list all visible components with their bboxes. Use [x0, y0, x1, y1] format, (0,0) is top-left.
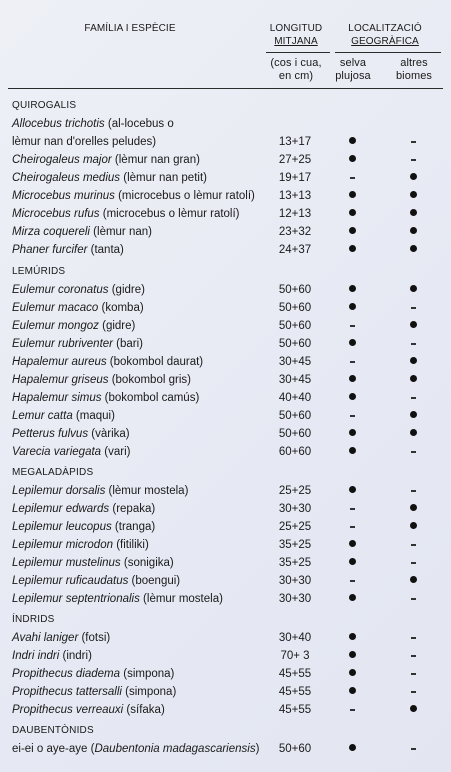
length-value: 24+37	[278, 244, 312, 256]
length-value: 50+60	[278, 284, 312, 296]
rainforest-marker	[342, 205, 362, 223]
absent-dash-icon	[411, 159, 416, 161]
absent-dash-icon	[350, 709, 355, 711]
other-biomes-marker	[403, 683, 423, 701]
absent-dash-icon	[350, 361, 355, 363]
present-dot-icon	[349, 486, 356, 493]
rainforest-marker	[342, 701, 362, 719]
table-row	[0, 554, 451, 572]
present-dot-icon	[349, 429, 356, 436]
absent-dash-icon	[350, 415, 355, 417]
absent-dash-icon	[350, 177, 355, 179]
present-dot-icon	[410, 321, 417, 328]
length-value: 50+60	[278, 410, 312, 422]
table-row	[0, 223, 451, 241]
other-biomes-marker	[403, 701, 423, 719]
section-title-indrids: ÍNDRIDS	[12, 614, 55, 625]
rainforest-marker	[342, 425, 362, 443]
rainforest-marker	[342, 443, 362, 461]
rainforest-marker	[342, 187, 362, 205]
present-dot-icon	[349, 209, 356, 216]
species-name: Allocebus trichotis (al-locebus o	[12, 118, 174, 130]
rainforest-marker	[342, 389, 362, 407]
length-value: 13+13	[278, 190, 312, 202]
species-name: Lepilemur dorsalis (lèmur mostela)	[12, 485, 189, 497]
rainforest-marker	[342, 536, 362, 554]
present-dot-icon	[349, 744, 356, 751]
table-row	[0, 500, 451, 518]
rainforest-marker	[342, 572, 362, 590]
species-name: Cheirogaleus medius (lèmur nan petit)	[12, 172, 207, 184]
rainforest-marker	[342, 407, 362, 425]
length-value: 50+60	[278, 428, 312, 440]
species-name: Lepilemur leucopus (tranga)	[12, 521, 156, 533]
table-row	[0, 371, 451, 389]
other-biomes-marker	[403, 443, 423, 461]
species-name: Phaner furcifer (tanta)	[12, 244, 124, 256]
length-value: 13+17	[278, 136, 312, 148]
length-value: 19+17	[278, 172, 312, 184]
species-name: Mirza coquereli (lèmur nan)	[12, 226, 152, 238]
table-row	[0, 281, 451, 299]
absent-dash-icon	[350, 508, 355, 510]
other-biomes-marker	[403, 647, 423, 665]
length-value: 50+60	[278, 302, 312, 314]
other-biomes-marker	[403, 500, 423, 518]
species-name: Lepilemur septentrionalis (lèmur mostela)	[12, 593, 223, 605]
present-dot-icon	[349, 155, 356, 162]
species-name: Lepilemur mustelinus (sonigika)	[12, 557, 174, 569]
present-dot-icon	[410, 576, 417, 583]
rainforest-marker	[342, 353, 362, 371]
table-row	[0, 115, 451, 133]
section-title-quirogalis: QUIROGALIS	[12, 100, 77, 111]
subheader-selva-line1: selva	[339, 57, 367, 69]
present-dot-icon	[349, 669, 356, 676]
other-biomes-marker	[403, 482, 423, 500]
rainforest-marker	[342, 500, 362, 518]
table-row	[0, 241, 451, 259]
present-dot-icon	[410, 522, 417, 529]
table-row	[0, 389, 451, 407]
absent-dash-icon	[411, 691, 416, 693]
header-underline-geo	[335, 52, 441, 53]
length-value: 40+40	[278, 392, 312, 404]
other-biomes-marker	[403, 590, 423, 608]
species-name: Lepilemur microdon (fitiliki)	[12, 539, 149, 551]
rainforest-marker	[342, 241, 362, 259]
other-biomes-marker	[403, 281, 423, 299]
species-name: Microcebus rufus (microcebus o lèmur ratolí)	[12, 208, 240, 220]
absent-dash-icon	[350, 580, 355, 582]
length-value: 30+45	[278, 356, 312, 368]
table-row	[0, 647, 451, 665]
table-row	[0, 590, 451, 608]
other-biomes-marker	[403, 389, 423, 407]
other-biomes-marker	[403, 629, 423, 647]
present-dot-icon	[349, 375, 356, 382]
species-name: Avahi laniger (fotsi)	[12, 632, 111, 644]
other-biomes-marker	[403, 407, 423, 425]
table-row	[0, 683, 451, 701]
length-value: 45+55	[278, 704, 312, 716]
length-value: 60+60	[278, 446, 312, 458]
present-dot-icon	[410, 411, 417, 418]
table-row	[0, 299, 451, 317]
absent-dash-icon	[411, 598, 416, 600]
other-biomes-marker	[403, 572, 423, 590]
rainforest-marker	[342, 629, 362, 647]
length-value: 50+60	[278, 338, 312, 350]
other-biomes-marker	[403, 133, 423, 151]
section-title-daubentonids: DAUBENTÒNIDS	[12, 725, 94, 736]
species-name: Hapalemur simus (bokombol camús)	[12, 392, 200, 404]
subheader-length-line2: en cm)	[278, 70, 314, 82]
rainforest-marker	[342, 554, 362, 572]
header-length-line2: MITJANA	[274, 36, 318, 47]
absent-dash-icon	[411, 307, 416, 309]
subheader-length	[262, 57, 330, 83]
other-biomes-marker	[403, 554, 423, 572]
rainforest-marker	[342, 518, 362, 536]
species-name: lèmur nan d'orelles peludes)	[12, 136, 157, 148]
species-name: Hapalemur griseus (bokombol gris)	[12, 374, 191, 386]
table-row	[0, 187, 451, 205]
table-row	[0, 572, 451, 590]
length-value: 27+25	[278, 154, 312, 166]
absent-dash-icon	[350, 325, 355, 327]
species-name: Eulemur macaco (komba)	[12, 302, 144, 314]
absent-dash-icon	[411, 397, 416, 399]
length-value: 30+30	[278, 503, 312, 515]
table-row	[0, 133, 451, 151]
other-biomes-marker	[403, 371, 423, 389]
rainforest-marker	[342, 482, 362, 500]
table-row	[0, 536, 451, 554]
subheader-selva-line2: plujosa	[335, 70, 371, 82]
present-dot-icon	[349, 339, 356, 346]
rainforest-marker	[342, 317, 362, 335]
subheader-length-line1: (cos i cua,	[270, 57, 322, 69]
other-biomes-marker	[403, 187, 423, 205]
absent-dash-icon	[411, 343, 416, 345]
rainforest-marker	[342, 740, 362, 758]
species-name: Eulemur coronatus (gidre)	[12, 284, 145, 296]
present-dot-icon	[349, 137, 356, 144]
subheader-selva	[325, 57, 381, 83]
species-name: Propithecus verreauxi (sífaka)	[12, 704, 165, 716]
present-dot-icon	[349, 393, 356, 400]
section-title-lemurids: LEMÚRIDS	[12, 266, 66, 277]
length-value: 45+55	[278, 686, 312, 698]
other-biomes-marker	[403, 665, 423, 683]
present-dot-icon	[349, 303, 356, 310]
other-biomes-marker	[403, 151, 423, 169]
rainforest-marker	[342, 281, 362, 299]
other-biomes-marker	[403, 518, 423, 536]
present-dot-icon	[410, 285, 417, 292]
rainforest-marker	[342, 590, 362, 608]
other-biomes-marker	[403, 223, 423, 241]
length-value: 30+30	[278, 593, 312, 605]
absent-dash-icon	[411, 544, 416, 546]
species-name: Indri indri (indri)	[12, 650, 92, 662]
absent-dash-icon	[411, 655, 416, 657]
species-name: Eulemur rubriventer (bari)	[12, 338, 144, 350]
table-row	[0, 629, 451, 647]
species-name: Varecia variegata (vari)	[12, 446, 131, 458]
species-name: Petterus fulvus (vàrika)	[12, 428, 130, 440]
absent-dash-icon	[411, 451, 416, 453]
length-value: 23+32	[278, 226, 312, 238]
present-dot-icon	[349, 245, 356, 252]
rainforest-marker	[342, 169, 362, 187]
absent-dash-icon	[350, 526, 355, 528]
length-value: 12+13	[278, 208, 312, 220]
present-dot-icon	[349, 447, 356, 454]
present-dot-icon	[410, 429, 417, 436]
species-name: Hapalemur aureus (bokombol daurat)	[12, 356, 204, 368]
table-row	[0, 169, 451, 187]
other-biomes-marker	[403, 241, 423, 259]
table-row	[0, 205, 451, 223]
other-biomes-marker	[403, 169, 423, 187]
present-dot-icon	[349, 633, 356, 640]
present-dot-icon	[349, 285, 356, 292]
species-name: Cheirogaleus major (lèmur nan gran)	[12, 154, 200, 166]
species-name: Propithecus diadema (simpona)	[12, 668, 175, 680]
length-value: 30+45	[278, 374, 312, 386]
table-row	[0, 151, 451, 169]
present-dot-icon	[410, 357, 417, 364]
species-name: ei-ei o aye-aye (Daubentonia madagascariensis)	[12, 743, 260, 755]
length-value: 25+25	[278, 521, 312, 533]
species-name: Microcebus murinus (microcebus o lèmur ratolí)	[12, 190, 255, 202]
header-geo-line2: GEOGRÀFICA	[351, 36, 419, 47]
length-value: 50+60	[278, 743, 312, 755]
table-row	[0, 701, 451, 719]
header-geo-line1: LOCALITZACIÓ	[348, 23, 422, 34]
species-name: Propithecus tattersalli (simpona)	[12, 686, 177, 698]
table-row	[0, 482, 451, 500]
other-biomes-marker	[403, 353, 423, 371]
present-dot-icon	[410, 191, 417, 198]
other-biomes-marker	[403, 299, 423, 317]
species-name: Lepilemur ruficaudatus (boengui)	[12, 575, 181, 587]
table-row	[0, 317, 451, 335]
other-biomes-marker	[403, 205, 423, 223]
other-biomes-marker	[403, 425, 423, 443]
length-value: 30+30	[278, 575, 312, 587]
length-value: 45+55	[278, 668, 312, 680]
length-value: 50+60	[278, 320, 312, 332]
absent-dash-icon	[411, 748, 416, 750]
other-biomes-marker	[403, 335, 423, 353]
rainforest-marker	[342, 133, 362, 151]
length-value: 35+25	[278, 557, 312, 569]
present-dot-icon	[410, 173, 417, 180]
absent-dash-icon	[411, 637, 416, 639]
present-dot-icon	[410, 227, 417, 234]
table-row	[0, 740, 451, 758]
present-dot-icon	[410, 705, 417, 712]
table-row	[0, 665, 451, 683]
rainforest-marker	[342, 151, 362, 169]
absent-dash-icon	[411, 562, 416, 564]
length-value: 35+25	[278, 539, 312, 551]
species-name: Lepilemur edwards (repaka)	[12, 503, 156, 515]
length-value: 30+40	[278, 632, 312, 644]
header-geo	[330, 22, 440, 48]
length-value: 70+ 3	[280, 650, 310, 662]
absent-dash-icon	[411, 490, 416, 492]
other-biomes-marker	[403, 536, 423, 554]
rainforest-marker	[342, 335, 362, 353]
rainforest-marker	[342, 371, 362, 389]
absent-dash-icon	[411, 141, 416, 143]
table-row	[0, 335, 451, 353]
present-dot-icon	[349, 558, 356, 565]
rainforest-marker	[342, 223, 362, 241]
rainforest-marker	[342, 683, 362, 701]
header-underline-length	[266, 52, 330, 53]
length-value: 25+25	[278, 485, 312, 497]
species-name: Lemur catta (maqui)	[12, 410, 115, 422]
present-dot-icon	[349, 594, 356, 601]
rainforest-marker	[342, 299, 362, 317]
table-row	[0, 407, 451, 425]
other-biomes-marker	[403, 740, 423, 758]
rainforest-marker	[342, 665, 362, 683]
table-row	[0, 425, 451, 443]
other-biomes-marker	[403, 317, 423, 335]
table-row	[0, 443, 451, 461]
present-dot-icon	[349, 687, 356, 694]
subheader-altres-line1: altres	[400, 57, 428, 69]
present-dot-icon	[349, 191, 356, 198]
table-row	[0, 353, 451, 371]
header-length-line1: LONGITUD	[269, 23, 323, 34]
present-dot-icon	[349, 227, 356, 234]
present-dot-icon	[410, 504, 417, 511]
species-name: Eulemur mongoz (gidre)	[12, 320, 136, 332]
present-dot-icon	[349, 540, 356, 547]
present-dot-icon	[410, 245, 417, 252]
present-dot-icon	[349, 651, 356, 658]
subheader-altres-line2: biomes	[395, 70, 433, 82]
absent-dash-icon	[411, 673, 416, 675]
subheader-altres	[386, 57, 442, 83]
table-row	[0, 518, 451, 536]
present-dot-icon	[410, 375, 417, 382]
present-dot-icon	[410, 209, 417, 216]
rainforest-marker	[342, 647, 362, 665]
header-bottom-rule	[8, 88, 443, 89]
header-family: FAMÍLIA I ESPÈCIE	[84, 23, 176, 34]
section-title-megaladapids: MEGALADÀPIDS	[12, 467, 94, 478]
header-length	[262, 22, 330, 48]
